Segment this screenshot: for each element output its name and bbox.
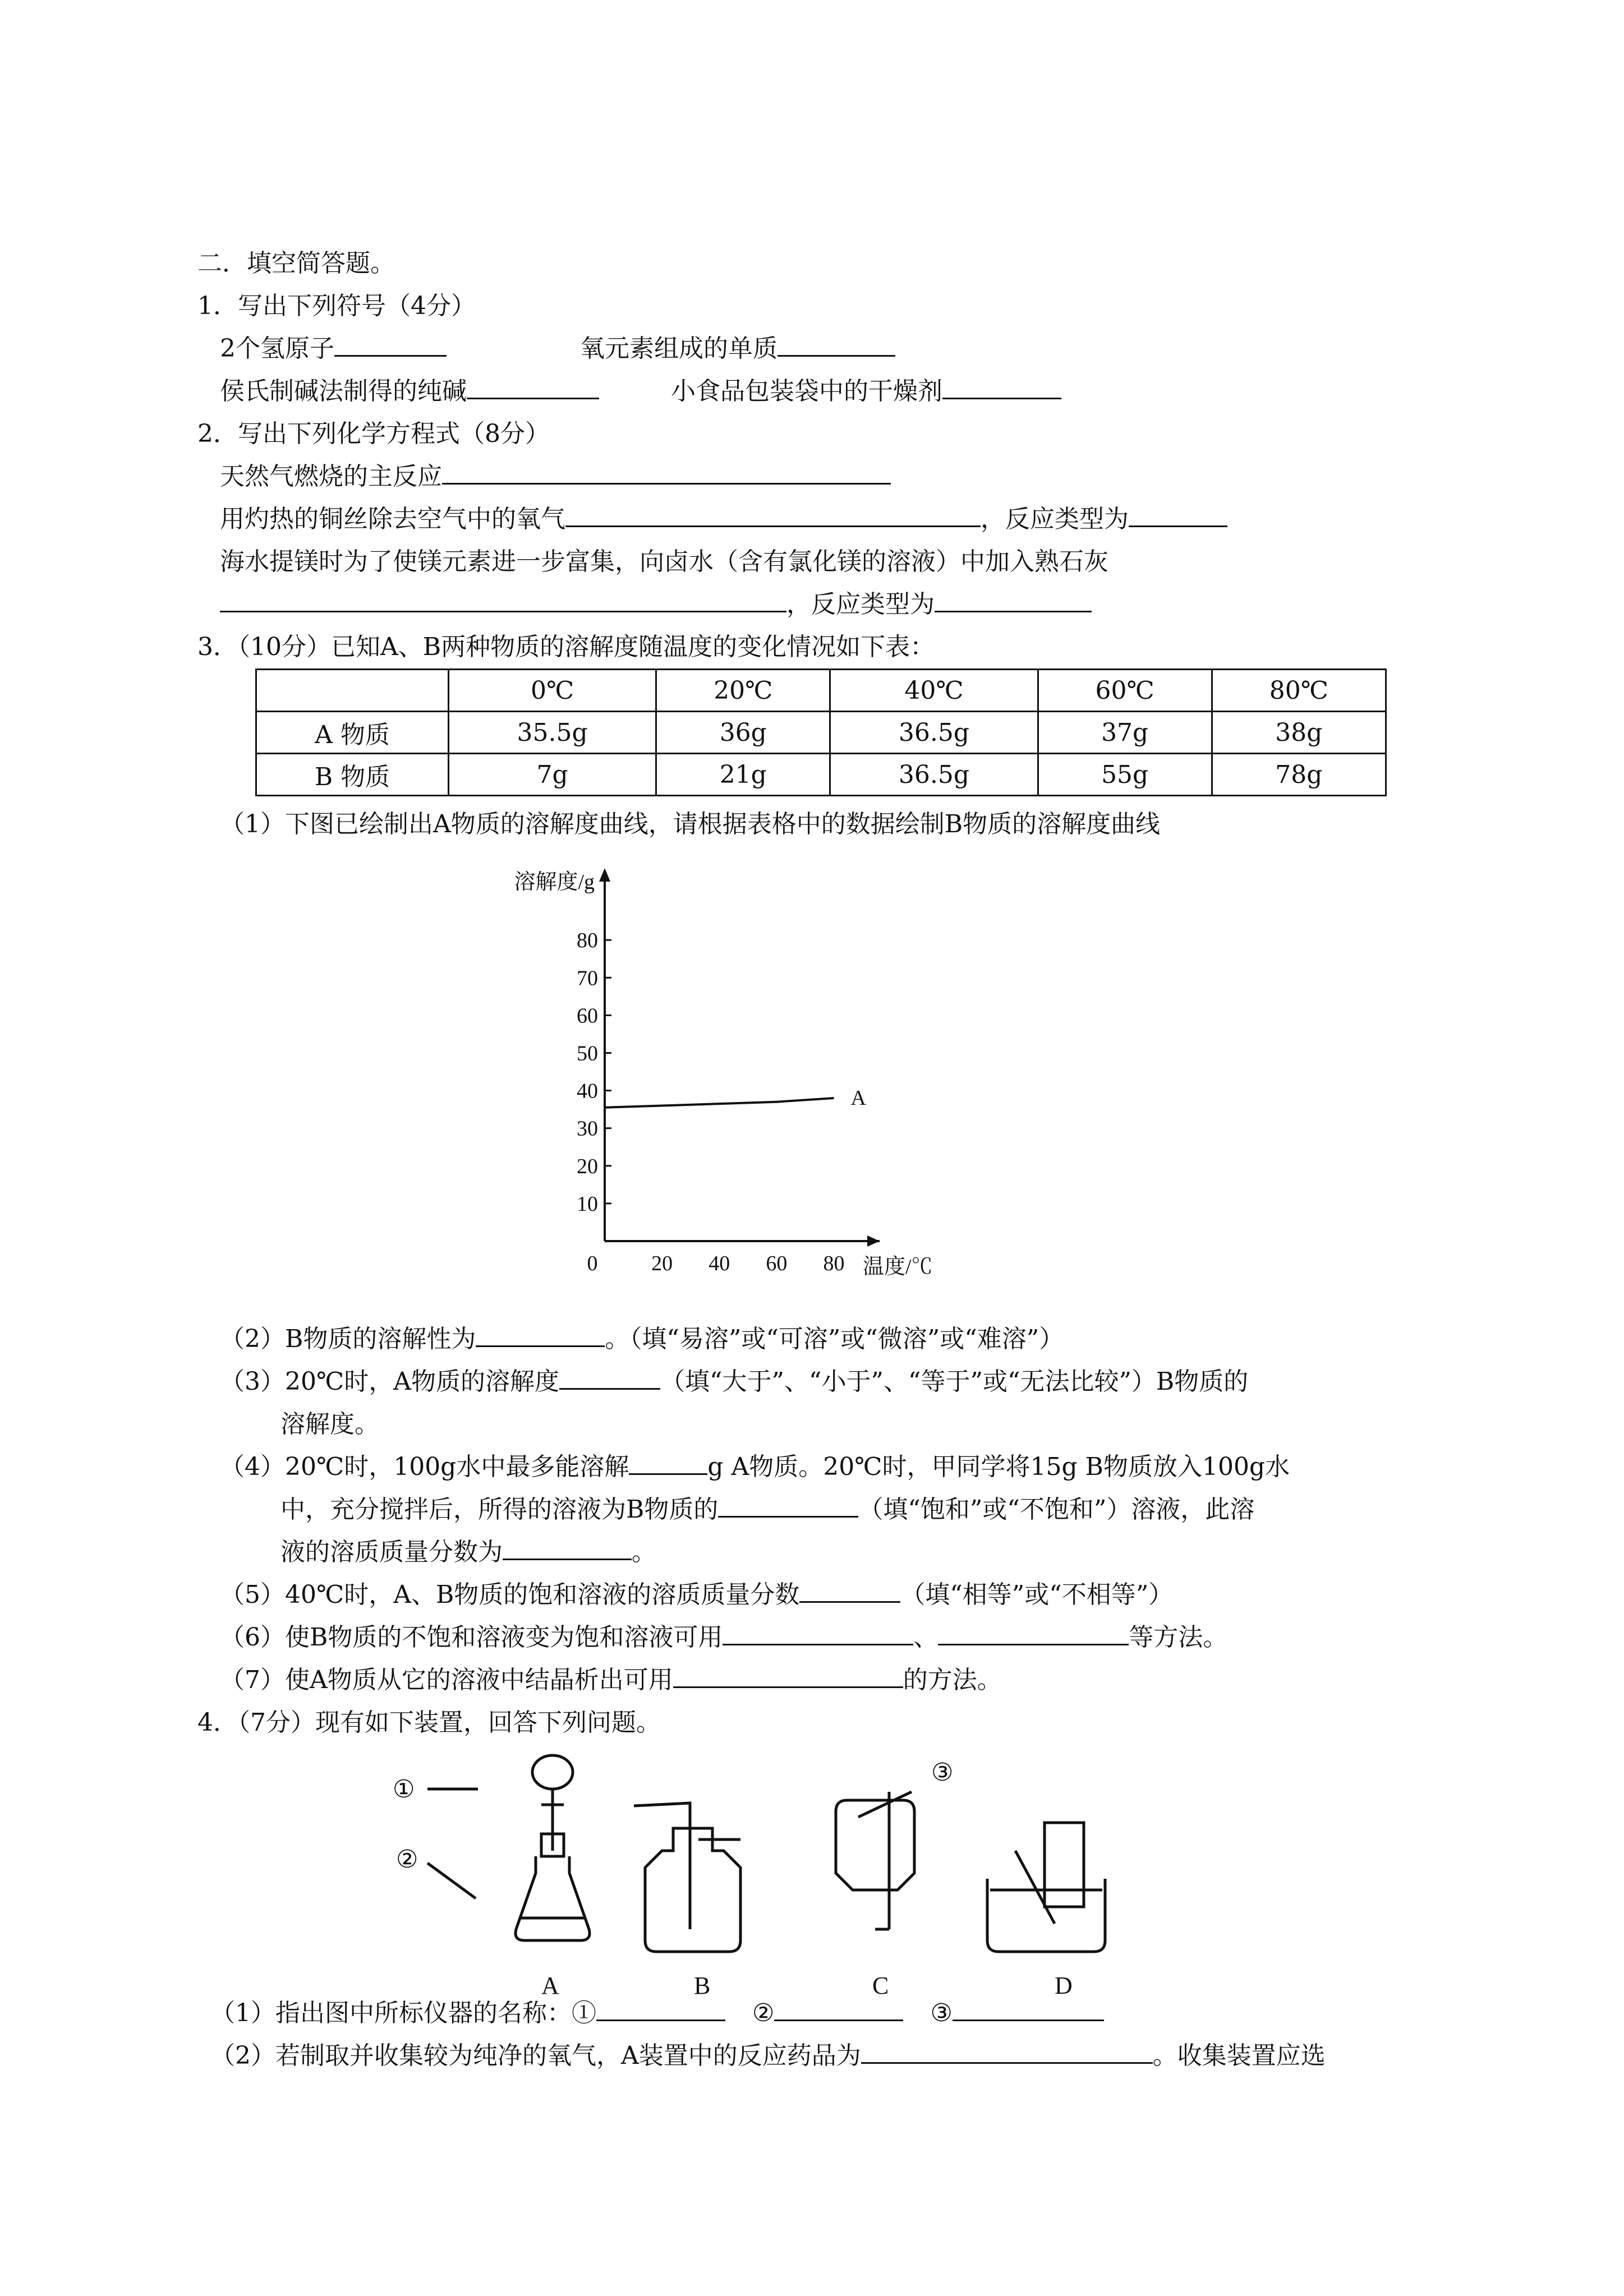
section-title: 二．填空简答题。	[197, 249, 395, 278]
q1-item-2: 氧元素组成的单质	[580, 334, 778, 363]
q3-sub-3-cont: 溶解度。	[280, 1410, 379, 1439]
apparatus-label-a: A	[541, 1972, 559, 1999]
y-axis-label: 溶解度/g	[514, 870, 595, 894]
q3-s4f-text: 。	[632, 1538, 656, 1566]
marker-1: ①	[393, 1776, 415, 1803]
q4-blank-3[interactable]	[953, 1997, 1104, 2021]
q3-sub-4-cont-1	[280, 1493, 1254, 1527]
q3-s2-tail: 。（填“易溶”或“可溶”或“微溶”或“难溶”）	[605, 1325, 1064, 1353]
q3-blank-3[interactable]	[559, 1366, 660, 1390]
q3-sub-2	[220, 1322, 1064, 1356]
apparatus-label-c: C	[872, 1972, 889, 1999]
q3-title: 3．（10分）已知A、B两种物质的溶解度随温度的变化情况如下表：	[197, 633, 935, 661]
q4-s1-text: （1）指出图中所标仪器的名称：	[210, 1999, 572, 2027]
y-tick-label: 10	[577, 1192, 598, 1216]
table-cell: 36.5g	[830, 754, 1038, 796]
q3-s5-text: （5）40℃时，A、B物质的饱和溶液的溶质质量分数	[220, 1580, 800, 1609]
table-cell: 37g	[1038, 712, 1212, 754]
q4-s2-text: （2）若制取并收集较为纯净的氧气，A装置中的反应药品为	[210, 2041, 861, 2070]
q2-l2-text: 用灼热的铜丝除去空气中的氧气	[220, 505, 565, 533]
q3-sub-7	[220, 1663, 1002, 1697]
q4-sub-1	[210, 1997, 1104, 2030]
q3-s4c-text: 中，充分搅拌后，所得的溶液为B物质的	[280, 1495, 719, 1524]
q1-title: 1．写出下列符号（4分）	[197, 292, 476, 320]
table-cell: A 物质	[256, 712, 449, 754]
table-cell: 80℃	[1212, 670, 1386, 712]
x-tick-label: 40	[709, 1252, 730, 1275]
q1-item-4: 小食品包装袋中的干燥剂	[671, 377, 942, 405]
table-cell: 20℃	[656, 670, 830, 712]
marker-3: ③	[931, 1759, 954, 1786]
q4-marker-1: ①	[572, 1999, 596, 2027]
q3-s5-tail: （填“相等”或“不相等”）	[900, 1580, 1174, 1609]
table-cell: 78g	[1212, 754, 1386, 796]
q3-sub-4	[220, 1450, 1290, 1484]
q3-blank-5[interactable]	[799, 1579, 900, 1603]
q3-sub-5	[220, 1578, 1173, 1612]
marker-2: ②	[396, 1846, 418, 1873]
q3-s6-sep: 、	[913, 1623, 938, 1652]
y-tick-label: 70	[577, 966, 598, 990]
q3-blank-4c[interactable]	[503, 1536, 632, 1560]
y-tick-label: 60	[577, 1004, 598, 1028]
y-tick-label: 40	[577, 1079, 598, 1103]
q2-l1-text: 天然气燃烧的主反应	[220, 462, 442, 491]
table-cell: 36g	[656, 712, 830, 754]
q3-blank-7[interactable]	[673, 1664, 903, 1688]
table-cell: 21g	[656, 754, 830, 796]
x-axis-arrow	[867, 1235, 880, 1247]
x-tick-label: 80	[823, 1252, 845, 1275]
table-cell: 0℃	[449, 670, 656, 712]
y-tick-label: 20	[577, 1154, 598, 1178]
q4-marker-3: ③	[930, 1999, 953, 2027]
q3-s3-text: （3）20℃时，A物质的溶解度	[220, 1367, 559, 1396]
q4-blank-2[interactable]	[774, 1997, 903, 2021]
q1-item-1: 2个氢原子	[220, 334, 334, 363]
q3-blank-4a[interactable]	[629, 1451, 707, 1475]
y-tick-label: 30	[577, 1117, 598, 1141]
y-axis-arrow	[599, 868, 610, 882]
y-tick-label: 80	[577, 929, 598, 953]
q4-s2-tail: 。收集装置应选	[1152, 2041, 1326, 2070]
q3-s2-text: （2）B物质的溶解性为	[220, 1325, 476, 1353]
table-cell: 60℃	[1038, 670, 1212, 712]
q3-s6-text: （6）使B物质的不饱和溶液变为饱和溶液可用	[220, 1623, 723, 1652]
table-cell: 38g	[1212, 712, 1386, 754]
series-line-A	[605, 1098, 834, 1108]
table-cell: B 物质	[256, 754, 449, 796]
q4-blank-4[interactable]	[861, 2040, 1153, 2064]
q4-sub-2	[210, 2039, 1326, 2073]
x-axis-label: 温度/℃	[863, 1255, 933, 1279]
q3-sub-4-cont-2	[280, 1536, 656, 1569]
table-cell: 55g	[1038, 754, 1212, 796]
q3-sub-3	[220, 1365, 1248, 1399]
q2-line-3: 海水提镁时为了使镁元素进一步富集，向卤水（含有氯化镁的溶液）中加入熟石灰	[220, 547, 1108, 576]
x-tick-label: 20	[651, 1252, 673, 1275]
q3-s4d-text: （填“饱和”或“不饱和”）溶液，此溶	[858, 1495, 1255, 1524]
q1-item-3: 侯氏制碱法制得的纯碱	[220, 377, 467, 405]
q2-l2-tail: ，反应类型为	[981, 505, 1129, 533]
x-tick-label: 0	[587, 1252, 598, 1275]
q3-sub-1: （1）下图已绘制出A物质的溶解度曲线，请根据表格中的数据绘制B物质的溶解度曲线	[220, 810, 1161, 838]
q4-title: 4．（7分）现有如下装置，回答下列问题。	[197, 1708, 661, 1737]
q3-s6-tail: 等方法。	[1129, 1623, 1228, 1652]
q3-blank-2[interactable]	[476, 1323, 605, 1347]
q3-blank-6a[interactable]	[723, 1621, 913, 1645]
q3-blank-6b[interactable]	[938, 1621, 1129, 1645]
q3-blank-4b[interactable]	[718, 1493, 858, 1518]
q2-l4-tail: ，反应类型为	[786, 590, 935, 619]
q3-s4e-text: 液的溶质质量分数为	[280, 1538, 503, 1566]
q3-s3-tail: （填“大于”、“小于”、“等于”或“无法比较”）B物质的	[660, 1367, 1249, 1396]
q3-s4-text: （4）20℃时，100g水中最多能溶解	[220, 1453, 629, 1481]
apparatus-label-d: D	[1055, 1972, 1073, 1999]
x-tick-label: 60	[766, 1252, 788, 1275]
q2-title: 2．写出下列化学方程式（8分）	[197, 419, 550, 448]
q3-sub-6	[220, 1621, 1227, 1654]
q4-blank-1[interactable]	[596, 1997, 725, 2021]
apparatus-label-b: B	[694, 1972, 711, 1999]
q3-s7-text: （7）使A物质从它的溶液中结晶析出可用	[220, 1666, 673, 1694]
q4-marker-2: ②	[752, 1999, 775, 2027]
q3-s4-tail: g A物质。20℃时，甲同学将15g B物质放入100g水	[707, 1453, 1290, 1481]
table-cell: 36.5g	[830, 712, 1038, 754]
q3-s7-tail: 的方法。	[903, 1666, 1002, 1694]
table-cell: 35.5g	[449, 712, 656, 754]
series-label-A: A	[850, 1086, 866, 1110]
table-cell: 40℃	[830, 670, 1038, 712]
y-tick-label: 50	[577, 1041, 598, 1066]
table-cell: 7g	[449, 754, 656, 796]
